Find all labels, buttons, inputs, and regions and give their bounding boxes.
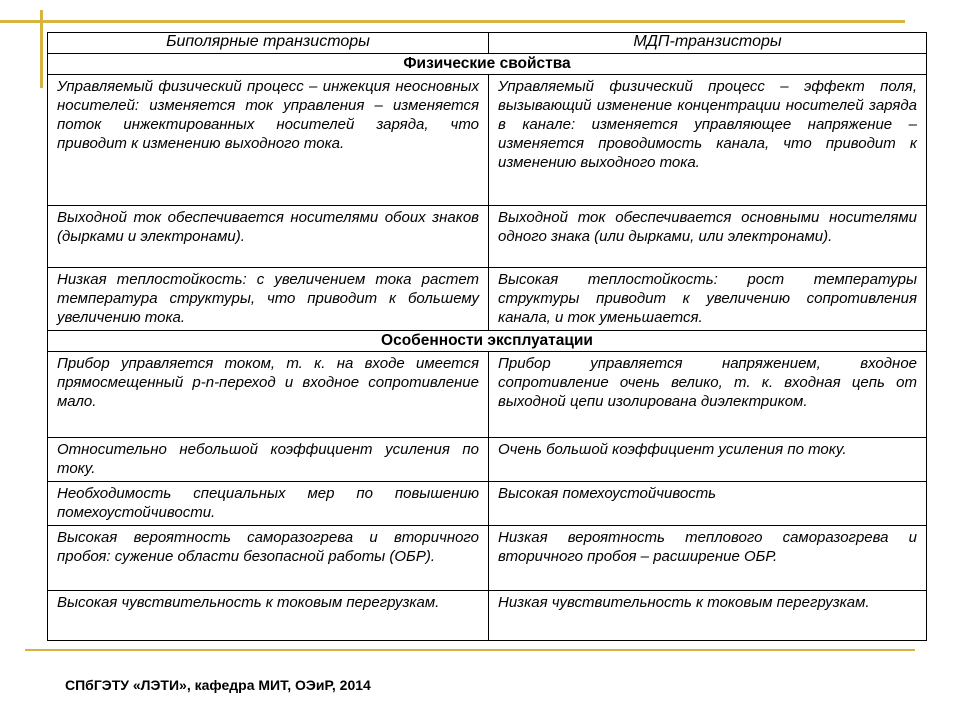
cell-bipolar: Низкая теплостойкость: с увеличением тока растет температура структуры, что приводит к большему увеличению тока. [48,268,489,331]
decor-line-left [40,10,43,88]
cell-mos: Прибор управляется напряжением, входное сопротивление очень велико, т. к. входная цепь от выходной цепи изолирована диэлектриком. [489,352,927,438]
cell-bipolar: Выходной ток обеспечивается носителями обоих знаков (дырками и электронами). [48,206,489,268]
table-row [48,591,927,641]
column-header-mos: МДП-транзисторы [489,33,927,54]
cell-bipolar: Высокая вероятность саморазогрева и вторичного пробоя: сужение области безопасной работы (ОБР). [48,526,489,591]
cell-mos: Очень большой коэффициент усиления по току. [489,438,927,482]
table-row [48,206,927,268]
decor-line-top [0,20,905,23]
cell-bipolar: Прибор управляется током, т. к. на входе имеется прямосмещенный p-n-переход и входное сопротивление мало. [48,352,489,438]
cell-mos: Высокая помехоустойчивость [489,482,927,526]
cell-mos: Низкая вероятность теплового саморазогрева и вторичного пробоя – расширение ОБР. [489,526,927,591]
comparison-table [47,32,927,641]
cell-mos: Низкая чувствительность к токовым перегрузкам. [489,591,927,641]
cell-bipolar: Высокая чувствительность к токовым перегрузкам. [48,591,489,641]
table-row [48,482,927,526]
decor-line-bottom [25,649,915,651]
table-header-row [48,33,927,54]
table-row [48,75,927,206]
column-header-bipolar: Биполярные транзисторы [48,33,489,54]
table-row [48,526,927,591]
cell-mos: Выходной ток обеспечивается основными носителями одного знака (или дырками, или электронами). [489,206,927,268]
cell-bipolar: Необходимость специальных мер по повышению помехоустойчивости. [48,482,489,526]
cell-mos: Высокая теплостойкость: рост температуры структуры приводит к увеличению сопротивления канала, и ток уменьшается. [489,268,927,331]
table-row [48,438,927,482]
table-row [48,268,927,331]
table-row [48,352,927,438]
section-title-operation: Особенности эксплуатации [48,331,927,352]
cell-mos: Управляемый физический процесс – эффект поля, вызывающий изменение концентрации носителей заряда в канале: изменяется управляющее напряжение – изменяется проводимость канала, что приводит к изменению выходного тока. [489,75,927,206]
footer-caption: СПбГЭТУ «ЛЭТИ», кафедра МИТ, ОЭиР, 2014 [65,677,371,693]
section-heading-row [48,54,927,75]
section-heading-row [48,331,927,352]
section-title-physical: Физические свойства [48,54,927,75]
cell-bipolar: Относительно небольшой коэффициент усиления по току. [48,438,489,482]
cell-bipolar: Управляемый физический процесс – инжекция неосновных носителей: изменяется ток управления – изменяется поток инжектированных носителей заряда, что приводит к изменению выходного тока. [48,75,489,206]
